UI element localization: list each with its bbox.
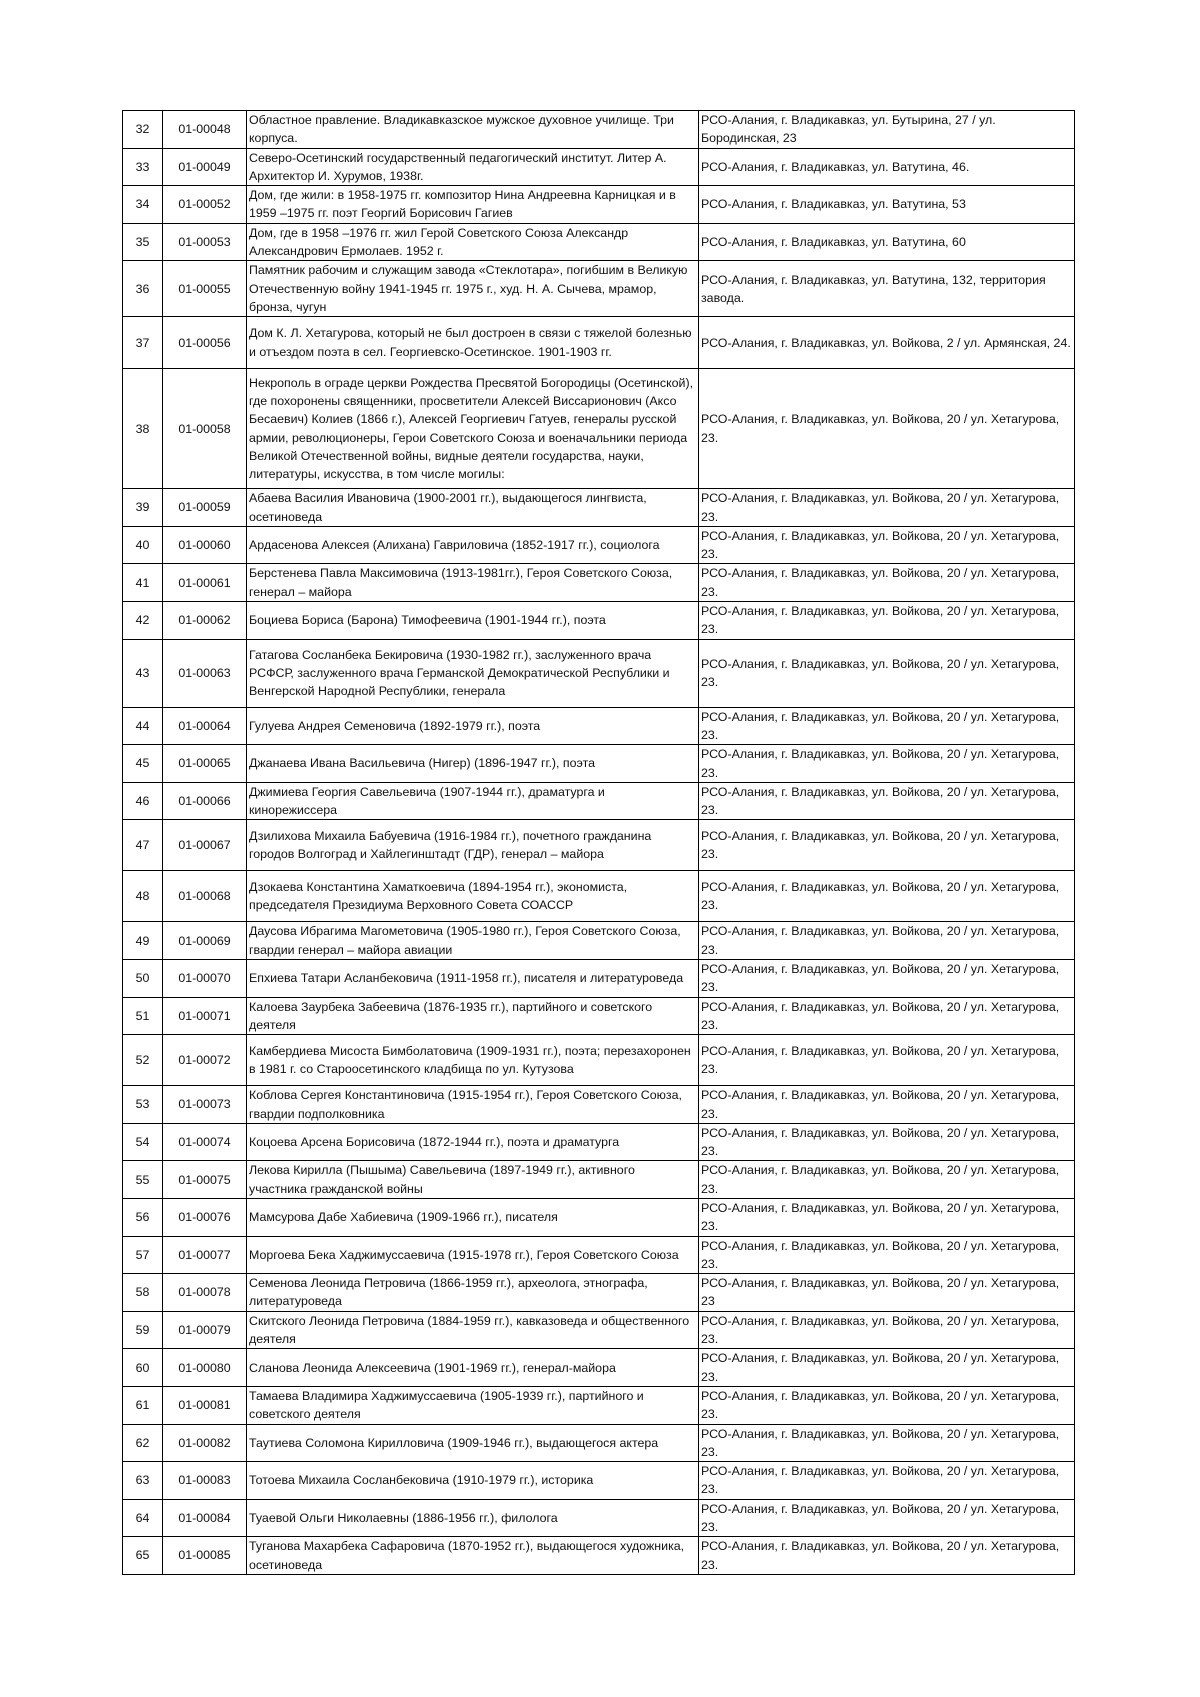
table-row — [123, 602, 1075, 640]
registry-code-cell: 01-00084 — [163, 1499, 247, 1537]
address-cell: РСО-Алания, г. Владикавказ, ул. Войкова, 20 / ул. Хетагурова, 23. — [699, 960, 1075, 998]
table-row — [123, 148, 1075, 186]
row-number-cell: 44 — [123, 707, 163, 745]
object-name-cell: Мамсурова Дабе Хабиевича (1909-1966 гг.), писателя — [247, 1198, 699, 1236]
object-name-cell: Джимиева Георгия Савельевича (1907-1944 гг.), драматурга и кинорежиссера — [247, 782, 699, 820]
object-name-cell: Камбердиева Мисоста Бимболатовича (1909-1931 гг.), поэта; перезахоронен в 1981 г. со Староосетинского кладбища по ул. Кутузова — [247, 1035, 699, 1086]
row-number-cell: 47 — [123, 820, 163, 871]
row-number-cell: 43 — [123, 639, 163, 707]
address-cell: РСО-Алания, г. Владикавказ, ул. Войкова, 20 / ул. Хетагурова, 23. — [699, 820, 1075, 871]
address-cell: РСО-Алания, г. Владикавказ, ул. Войкова, 20 / ул. Хетагурова, 23. — [699, 1386, 1075, 1424]
row-number-cell: 50 — [123, 960, 163, 998]
registry-code-cell: 01-00063 — [163, 639, 247, 707]
registry-code-cell: 01-00058 — [163, 369, 247, 489]
row-number-cell: 33 — [123, 148, 163, 186]
row-number-cell: 35 — [123, 223, 163, 261]
object-name-cell: Гатагова Сосланбека Бекировича (1930-1982 гг.), заслуженного врача РСФСР, заслуженного врача Германской Демократической Республики и Венгерской Народной Республики, генерала — [247, 639, 699, 707]
row-number-cell: 42 — [123, 602, 163, 640]
row-number-cell: 52 — [123, 1035, 163, 1086]
table-row — [123, 1349, 1075, 1387]
object-name-cell: Епхиева Татари Асланбековича (1911-1958 гг.), писателя и литературоведа — [247, 960, 699, 998]
monuments-registry-table — [122, 110, 1075, 1575]
row-number-cell: 60 — [123, 1349, 163, 1387]
registry-code-cell: 01-00069 — [163, 922, 247, 960]
address-cell: РСО-Алания, г. Владикавказ, ул. Войкова, 20 / ул. Хетагурова, 23. — [699, 602, 1075, 640]
registry-code-cell: 01-00067 — [163, 820, 247, 871]
object-name-cell: Лекова Кирилла (Пышыма) Савельевича (1897-1949 гг.), активного участника гражданской войны — [247, 1161, 699, 1199]
address-cell: РСО-Алания, г. Владикавказ, ул. Войкова, 20 / ул. Хетагурова, 23. — [699, 369, 1075, 489]
address-cell: РСО-Алания, г. Владикавказ, ул. Войкова, 20 / ул. Хетагурова, 23. — [699, 1161, 1075, 1199]
address-cell: РСО-Алания, г. Владикавказ, ул. Войкова, 20 / ул. Хетагурова, 23. — [699, 1424, 1075, 1462]
object-name-cell: Некрополь в ограде церкви Рождества Пресвятой Богородицы (Осетинской), где похоронены священники, просветители Алексей Виссарионович (Аксо Бесаевич) Колиев (1866 г.), Алексей Георгиевич Гатуев, генералы русской армии, революционеры, Герои Советского Союза и военачальники периода Великой Отечественной войны, видные деятели государства, науки, литературы, искусства, в том числе могилы: — [247, 369, 699, 489]
address-cell: РСО-Алания, г. Владикавказ, ул. Войкова, 20 / ул. Хетагурова, 23. — [699, 489, 1075, 527]
registry-code-cell: 01-00080 — [163, 1349, 247, 1387]
address-cell: РСО-Алания, г. Владикавказ, ул. Ватутина, 46. — [699, 148, 1075, 186]
object-name-cell: Абаева Василия Ивановича (1900-2001 гг.), выдающегося лингвиста, осетиноведа — [247, 489, 699, 527]
row-number-cell: 46 — [123, 782, 163, 820]
table-row — [123, 564, 1075, 602]
registry-code-cell: 01-00060 — [163, 526, 247, 564]
table-row — [123, 111, 1075, 149]
row-number-cell: 57 — [123, 1236, 163, 1274]
row-number-cell: 45 — [123, 745, 163, 783]
row-number-cell: 37 — [123, 317, 163, 369]
object-name-cell: Туаевой Ольги Николаевны (1886-1956 гг.), филолога — [247, 1499, 699, 1537]
registry-code-cell: 01-00062 — [163, 602, 247, 640]
table-row — [123, 1424, 1075, 1462]
object-name-cell: Гулуева Андрея Семеновича (1892-1979 гг.), поэта — [247, 707, 699, 745]
registry-code-cell: 01-00081 — [163, 1386, 247, 1424]
registry-code-cell: 01-00056 — [163, 317, 247, 369]
row-number-cell: 39 — [123, 489, 163, 527]
row-number-cell: 51 — [123, 997, 163, 1035]
row-number-cell: 32 — [123, 111, 163, 149]
table-row — [123, 1386, 1075, 1424]
table-row — [123, 922, 1075, 960]
table-row — [123, 820, 1075, 871]
table-row — [123, 1086, 1075, 1124]
registry-code-cell: 01-00064 — [163, 707, 247, 745]
row-number-cell: 48 — [123, 871, 163, 922]
object-name-cell: Коблова Сергея Константиновича (1915-1954 гг.), Героя Советского Союза, гвардии подполковника — [247, 1086, 699, 1124]
table-row — [123, 1198, 1075, 1236]
table-row — [123, 317, 1075, 369]
address-cell: РСО-Алания, г. Владикавказ, ул. Войкова, 20 / ул. Хетагурова, 23. — [699, 997, 1075, 1035]
object-name-cell: Северо-Осетинский государственный педагогический институт. Литер А. Архитектор И. Хурумов, 1938г. — [247, 148, 699, 186]
table-row — [123, 369, 1075, 489]
object-name-cell: Берстенева Павла Максимовича (1913-1981гг.), Героя Советского Союза, генерал – майора — [247, 564, 699, 602]
table-row — [123, 1161, 1075, 1199]
object-name-cell: Ардасенова Алексея (Алихана) Гавриловича (1852-1917 гг.), социолога — [247, 526, 699, 564]
registry-code-cell: 01-00083 — [163, 1462, 247, 1500]
address-cell: РСО-Алания, г. Владикавказ, ул. Войкова, 20 / ул. Хетагурова, 23. — [699, 1035, 1075, 1086]
address-cell: РСО-Алания, г. Владикавказ, ул. Войкова, 20 / ул. Хетагурова, 23. — [699, 1236, 1075, 1274]
object-name-cell: Дом К. Л. Хетагурова, который не был достроен в связи с тяжелой болезнью и отъездом поэта в сел. Георгиевско-Осетинское. 1901-1903 гг. — [247, 317, 699, 369]
object-name-cell: Даусова Ибрагима Магометовича (1905-1980 гг.), Героя Советского Союза, гвардии генерал – майора авиации — [247, 922, 699, 960]
registry-table-body — [123, 111, 1075, 1575]
registry-code-cell: 01-00071 — [163, 997, 247, 1035]
address-cell: РСО-Алания, г. Владикавказ, ул. Войкова, 20 / ул. Хетагурова, 23. — [699, 639, 1075, 707]
table-row — [123, 639, 1075, 707]
object-name-cell: Калоева Заурбека Забеевича (1876-1935 гг.), партийного и советского деятеля — [247, 997, 699, 1035]
row-number-cell: 41 — [123, 564, 163, 602]
registry-code-cell: 01-00048 — [163, 111, 247, 149]
object-name-cell: Дзокаева Константина Хаматкоевича (1894-1954 гг.), экономиста, председателя Президиума Верховного Совета СОАССР — [247, 871, 699, 922]
row-number-cell: 61 — [123, 1386, 163, 1424]
registry-code-cell: 01-00073 — [163, 1086, 247, 1124]
registry-code-cell: 01-00072 — [163, 1035, 247, 1086]
object-name-cell: Джанаева Ивана Васильевича (Нигер) (1896-1947 гг.), поэта — [247, 745, 699, 783]
table-row — [123, 1499, 1075, 1537]
registry-code-cell: 01-00068 — [163, 871, 247, 922]
address-cell: РСО-Алания, г. Владикавказ, ул. Войкова, 20 / ул. Хетагурова, 23. — [699, 526, 1075, 564]
object-name-cell: Дом, где жили: в 1958-1975 гг. композитор Нина Андреевна Карницкая и в 1959 –1975 гг. поэт Георгий Борисович Гагиев — [247, 186, 699, 224]
address-cell: РСО-Алания, г. Владикавказ, ул. Войкова, 20 / ул. Хетагурова, 23 — [699, 1274, 1075, 1312]
address-cell: РСО-Алания, г. Владикавказ, ул. Войкова, 20 / ул. Хетагурова, 23. — [699, 745, 1075, 783]
address-cell: РСО-Алания, г. Владикавказ, ул. Войкова, 20 / ул. Хетагурова, 23. — [699, 1537, 1075, 1575]
address-cell: РСО-Алания, г. Владикавказ, ул. Войкова, 20 / ул. Хетагурова, 23. — [699, 782, 1075, 820]
address-cell: РСО-Алания, г. Владикавказ, ул. Ватутина, 53 — [699, 186, 1075, 224]
address-cell: РСО-Алания, г. Владикавказ, ул. Бутырина, 27 / ул. Бородинская, 23 — [699, 111, 1075, 149]
registry-code-cell: 01-00075 — [163, 1161, 247, 1199]
row-number-cell: 64 — [123, 1499, 163, 1537]
row-number-cell: 58 — [123, 1274, 163, 1312]
table-row — [123, 707, 1075, 745]
object-name-cell: Таутиева Соломона Кирилловича (1909-1946 гг.), выдающегося актера — [247, 1424, 699, 1462]
row-number-cell: 56 — [123, 1198, 163, 1236]
table-row — [123, 261, 1075, 317]
address-cell: РСО-Алания, г. Владикавказ, ул. Войкова, 20 / ул. Хетагурова, 23. — [699, 1123, 1075, 1161]
object-name-cell: Моргоева Бека Хаджимуссаевича (1915-1978 гг.), Героя Советского Союза — [247, 1236, 699, 1274]
row-number-cell: 63 — [123, 1462, 163, 1500]
address-cell: РСО-Алания, г. Владикавказ, ул. Войкова, 20 / ул. Хетагурова, 23. — [699, 1086, 1075, 1124]
table-row — [123, 1236, 1075, 1274]
registry-code-cell: 01-00078 — [163, 1274, 247, 1312]
registry-code-cell: 01-00079 — [163, 1311, 247, 1349]
address-cell: РСО-Алания, г. Владикавказ, ул. Войкова, 20 / ул. Хетагурова, 23. — [699, 1499, 1075, 1537]
table-row — [123, 526, 1075, 564]
object-name-cell: Дом, где в 1958 –1976 гг. жил Герой Советского Союза Александр Александрович Ермолаев. 1952 г. — [247, 223, 699, 261]
registry-code-cell: 01-00076 — [163, 1198, 247, 1236]
registry-code-cell: 01-00049 — [163, 148, 247, 186]
address-cell: РСО-Алания, г. Владикавказ, ул. Войкова, 20 / ул. Хетагурова, 23. — [699, 1198, 1075, 1236]
row-number-cell: 62 — [123, 1424, 163, 1462]
registry-code-cell: 01-00052 — [163, 186, 247, 224]
registry-code-cell: 01-00065 — [163, 745, 247, 783]
row-number-cell: 53 — [123, 1086, 163, 1124]
object-name-cell: Памятник рабочим и служащим завода «Стеклотара», погибшим в Великую Отечественную войну 1941-1945 гг. 1975 г., худ. Н. А. Сычева, мрамор, бронза, чугун — [247, 261, 699, 317]
address-cell: РСО-Алания, г. Владикавказ, ул. Ватутина, 132, территория завода. — [699, 261, 1075, 317]
table-row — [123, 1274, 1075, 1312]
table-row — [123, 782, 1075, 820]
object-name-cell: Сланова Леонида Алексеевича (1901-1969 гг.), генерал-майора — [247, 1349, 699, 1387]
object-name-cell: Тотоева Михаила Сосланбековича (1910-1979 гг.), историка — [247, 1462, 699, 1500]
row-number-cell: 40 — [123, 526, 163, 564]
registry-code-cell: 01-00070 — [163, 960, 247, 998]
row-number-cell: 36 — [123, 261, 163, 317]
address-cell: РСО-Алания, г. Владикавказ, ул. Войкова, 2 / ул. Армянская, 24. — [699, 317, 1075, 369]
table-row — [123, 1123, 1075, 1161]
row-number-cell: 59 — [123, 1311, 163, 1349]
registry-code-cell: 01-00085 — [163, 1537, 247, 1575]
registry-code-cell: 01-00061 — [163, 564, 247, 602]
table-row — [123, 223, 1075, 261]
row-number-cell: 49 — [123, 922, 163, 960]
table-row — [123, 960, 1075, 998]
address-cell: РСО-Алания, г. Владикавказ, ул. Войкова, 20 / ул. Хетагурова, 23. — [699, 871, 1075, 922]
table-row — [123, 745, 1075, 783]
registry-code-cell: 01-00074 — [163, 1123, 247, 1161]
table-row — [123, 1035, 1075, 1086]
object-name-cell: Скитского Леонида Петровича (1884-1959 гг.), кавказоведа и общественного деятеля — [247, 1311, 699, 1349]
row-number-cell: 34 — [123, 186, 163, 224]
table-row — [123, 1462, 1075, 1500]
address-cell: РСО-Алания, г. Владикавказ, ул. Войкова, 20 / ул. Хетагурова, 23. — [699, 922, 1075, 960]
row-number-cell: 55 — [123, 1161, 163, 1199]
object-name-cell: Туганова Махарбека Сафаровича (1870-1952 гг.), выдающегося художника, осетиноведа — [247, 1537, 699, 1575]
address-cell: РСО-Алания, г. Владикавказ, ул. Ватутина, 60 — [699, 223, 1075, 261]
table-row — [123, 1537, 1075, 1575]
registry-code-cell: 01-00059 — [163, 489, 247, 527]
address-cell: РСО-Алания, г. Владикавказ, ул. Войкова, 20 / ул. Хетагурова, 23. — [699, 1462, 1075, 1500]
address-cell: РСО-Алания, г. Владикавказ, ул. Войкова, 20 / ул. Хетагурова, 23. — [699, 707, 1075, 745]
registry-code-cell: 01-00066 — [163, 782, 247, 820]
table-row — [123, 489, 1075, 527]
table-row — [123, 186, 1075, 224]
object-name-cell: Дзилихова Михаила Бабуевича (1916-1984 гг.), почетного гражданина городов Волгоград и Хайлегинштадт (ГДР), генерал – майора — [247, 820, 699, 871]
address-cell: РСО-Алания, г. Владикавказ, ул. Войкова, 20 / ул. Хетагурова, 23. — [699, 564, 1075, 602]
row-number-cell: 38 — [123, 369, 163, 489]
table-row — [123, 871, 1075, 922]
address-cell: РСО-Алания, г. Владикавказ, ул. Войкова, 20 / ул. Хетагурова, 23. — [699, 1311, 1075, 1349]
row-number-cell: 65 — [123, 1537, 163, 1575]
object-name-cell: Областное правление. Владикавказское мужское духовное училище. Три корпуса. — [247, 111, 699, 149]
row-number-cell: 54 — [123, 1123, 163, 1161]
object-name-cell: Семенова Леонида Петровича (1866-1959 гг.), археолога, этнографа, литературоведа — [247, 1274, 699, 1312]
table-row — [123, 1311, 1075, 1349]
table-row — [123, 997, 1075, 1035]
registry-code-cell: 01-00082 — [163, 1424, 247, 1462]
registry-code-cell: 01-00077 — [163, 1236, 247, 1274]
object-name-cell: Коцоева Арсена Борисовича (1872-1944 гг.), поэта и драматурга — [247, 1123, 699, 1161]
object-name-cell: Тамаева Владимира Хаджимуссаевича (1905-1939 гг.), партийного и советского деятеля — [247, 1386, 699, 1424]
registry-code-cell: 01-00053 — [163, 223, 247, 261]
registry-code-cell: 01-00055 — [163, 261, 247, 317]
object-name-cell: Боциева Бориса (Барона) Тимофеевича (1901-1944 гг.), поэта — [247, 602, 699, 640]
address-cell: РСО-Алания, г. Владикавказ, ул. Войкова, 20 / ул. Хетагурова, 23. — [699, 1349, 1075, 1387]
